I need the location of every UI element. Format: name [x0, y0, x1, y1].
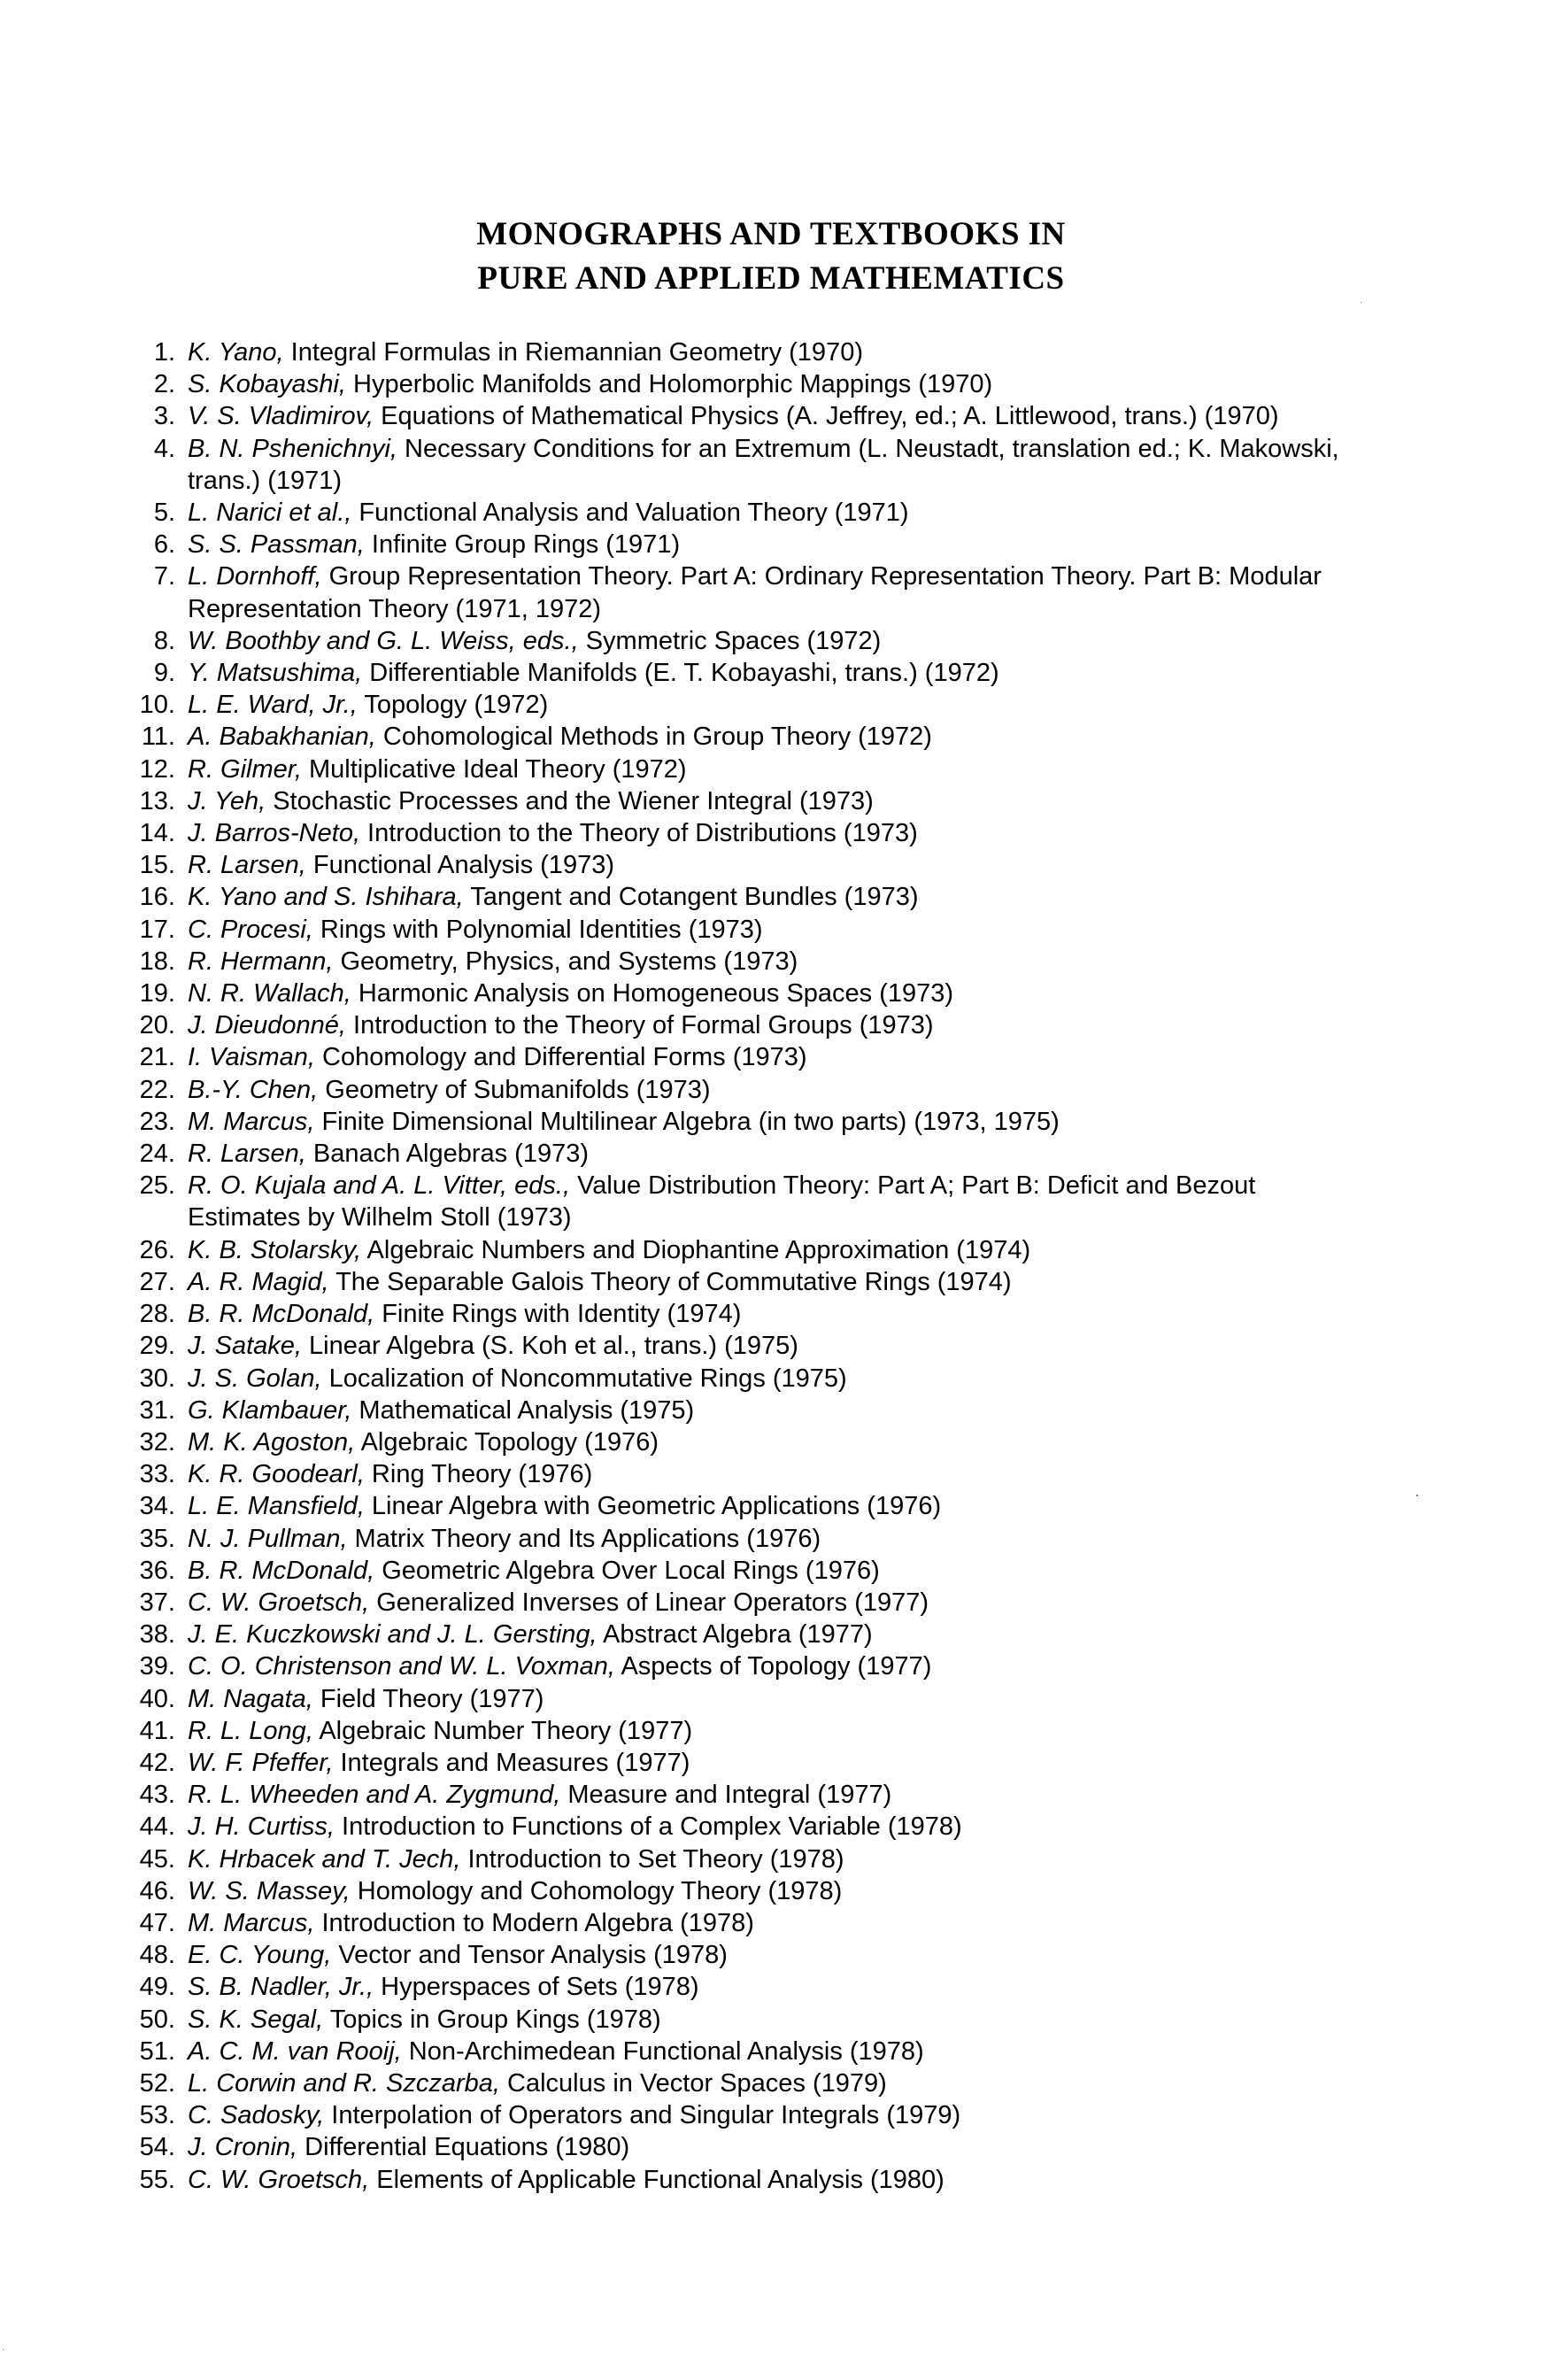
entry-number: 25. [139, 1171, 175, 1201]
entry-title: Introduction to the Theory of Formal Groups (1973) [345, 1011, 934, 1040]
entry-title: Equations of Mathematical Physics (A. Jeffrey, ed.; A. Littlewood, trans.) (1970) [374, 402, 1279, 431]
entry-author: L. E. Mansfield, [188, 1492, 365, 1521]
entry-number: 15. [139, 851, 175, 880]
entry-title: Differentiable Manifolds (E. T. Kobayashi, trans.) (1972) [362, 659, 999, 688]
entry-number: 17. [139, 915, 175, 944]
entry-author: N. R. Wallach, [188, 979, 351, 1008]
entry-author: C. O. Christenson and W. L. Voxman, [188, 1652, 615, 1681]
list-item [124, 433, 1363, 497]
entry-title: Generalized Inverses of Linear Operators (1977) [369, 1588, 929, 1617]
entry-author: L. Narici et al., [188, 498, 352, 528]
list-item [124, 497, 1363, 529]
entry-author: C. Sadosky, [188, 2101, 325, 2130]
heading-line-2: PURE AND APPLIED MATHEMATICS [477, 260, 1065, 297]
list-item [124, 1650, 1363, 1682]
entry-author: Y. Matsushima, [188, 659, 363, 688]
entry-number: 10. [139, 691, 175, 720]
entry-author: R. O. Kujala and A. L. Vitter, eds., [188, 1171, 571, 1201]
entry-title: Topology (1972) [357, 691, 549, 720]
entry-number: 39. [139, 1652, 175, 1681]
entry-number: 16. [139, 883, 175, 912]
entry-author: R. Larsen, [188, 1140, 306, 1169]
entry-number: 12. [139, 754, 175, 784]
entry-title: Vector and Tensor Analysis (1978) [331, 1941, 728, 1970]
entry-number: 41. [139, 1716, 175, 1745]
entry-title: Banach Algebras (1973) [305, 1140, 590, 1169]
entry-title: Functional Analysis (1973) [305, 851, 614, 880]
entry-title: Mathematical Analysis (1975) [351, 1395, 695, 1425]
entry-number: 43. [139, 1781, 175, 1810]
list-item [124, 2004, 1363, 2036]
entry-number: 5. [153, 498, 175, 528]
entry-author: L. Corwin and R. Szczarba, [188, 2068, 500, 2098]
entry-number: 18. [139, 947, 175, 976]
entry-title: Stochastic Processes and the Wiener Integral (1973) [266, 786, 874, 815]
entry-number: 45. [139, 1844, 175, 1874]
monograph-list [124, 336, 1363, 2196]
list-item [124, 1843, 1363, 1875]
entry-title: Algebraic Numbers and Diophantine Approximation (1974) [361, 1235, 1031, 1264]
entry-number: 52. [139, 2068, 175, 2098]
entry-number: 37. [139, 1588, 175, 1617]
list-item [124, 1587, 1363, 1619]
list-item [124, 1074, 1363, 1106]
list-item [124, 1555, 1363, 1587]
entry-author: J. Dieudonné, [188, 1011, 346, 1040]
entry-title: Cohomology and Differential Forms (1973) [314, 1043, 807, 1072]
entry-number: 22. [139, 1075, 175, 1104]
heading-line-1: MONOGRAPHS AND TEXTBOOKS IN [476, 216, 1066, 252]
scan-speck: · [1360, 298, 1363, 307]
entry-title: Introduction to the Theory of Distributions (1973) [360, 819, 918, 848]
list-item [124, 529, 1363, 560]
list-item [124, 1266, 1363, 1298]
list-item [124, 753, 1363, 785]
list-item [124, 946, 1363, 978]
entry-author: J. Yeh, [188, 786, 266, 815]
entry-title: Functional Analysis and Valuation Theory (1971) [351, 498, 909, 528]
entry-number: 30. [139, 1364, 175, 1393]
list-item [124, 1875, 1363, 1907]
entry-title: Abstract Algebra (1977) [597, 1620, 873, 1650]
list-item [124, 1138, 1363, 1170]
list-item [124, 1490, 1363, 1522]
entry-author: J. Barros-Neto, [188, 819, 360, 848]
list-item [124, 2164, 1363, 2196]
entry-number: 20. [139, 1011, 175, 1040]
list-item [124, 849, 1363, 881]
entry-title: Introduction to Modern Algebra (1978) [314, 1908, 754, 1937]
entry-number: 13. [139, 786, 175, 815]
list-item [124, 1170, 1363, 1233]
entry-title: Symmetric Spaces (1972) [578, 626, 882, 655]
entry-title: Algebraic Topology (1976) [355, 1427, 659, 1457]
entry-author: W. F. Pfeffer, [188, 1748, 334, 1777]
entry-author: G. Klambauer, [188, 1395, 352, 1425]
entry-author: K. Hrbacek and T. Jech, [188, 1844, 461, 1874]
entry-number: 53. [139, 2101, 175, 2130]
entry-title: Infinite Group Rings (1971) [364, 530, 681, 560]
entry-author: B. R. McDonald, [188, 1300, 375, 1329]
entry-title: Geometry, Physics, and Systems (1973) [333, 947, 798, 976]
entry-author: J. E. Kuczkowski and J. L. Gersting, [188, 1620, 598, 1650]
entry-author: C. W. Groetsch, [188, 2165, 370, 2194]
entry-number: 48. [139, 1941, 175, 1970]
list-item [124, 2036, 1363, 2067]
entry-number: 11. [141, 722, 175, 752]
entry-author: R. Gilmer, [188, 754, 302, 784]
entry-title: Hyperspaces of Sets (1978) [374, 1973, 699, 2002]
list-item [124, 1939, 1363, 1971]
entry-title: Measure and Integral (1977) [560, 1781, 892, 1810]
list-item [124, 1619, 1363, 1650]
entry-number: 55. [139, 2165, 175, 2194]
entry-author: A. R. Magid, [188, 1267, 329, 1296]
entry-title: Value Distribution Theory: Part A; Part B: Deficit and Bezout Estimates by Wilhelm Stoll (1973) [188, 1171, 1256, 1232]
entry-title: Cohomological Methods in Group Theory (1972) [375, 722, 932, 752]
entry-title: Elements of Applicable Functional Analysis (1980) [369, 2165, 944, 2194]
entry-author: M. Nagata, [188, 1684, 313, 1713]
entry-author: W. Boothby and G. L. Weiss, eds., [188, 626, 579, 655]
entry-title: Ring Theory (1976) [364, 1460, 593, 1489]
entry-title: Harmonic Analysis on Homogeneous Spaces (1973) [351, 979, 954, 1008]
list-item [124, 689, 1363, 721]
entry-title: Hyperbolic Manifolds and Holomorphic Mappings (1970) [345, 370, 993, 399]
entry-number: 29. [139, 1332, 175, 1361]
list-item [124, 2099, 1363, 2131]
entry-author: E. C. Young, [188, 1941, 332, 1970]
entry-title: Topics in Group Kings (1978) [323, 2005, 661, 2034]
entry-title: Finite Dimensional Multilinear Algebra (in two parts) (1973, 1975) [314, 1107, 1060, 1136]
entry-number: 9. [153, 659, 175, 688]
list-item [124, 817, 1363, 849]
list-item [124, 2131, 1363, 2163]
list-item [124, 625, 1363, 657]
list-item [124, 1330, 1363, 1362]
entry-author: K. B. Stolarsky, [188, 1235, 362, 1264]
list-item [124, 1106, 1363, 1138]
entry-number: 19. [139, 979, 175, 1008]
entry-title: Localization of Noncommutative Rings (1975) [321, 1364, 847, 1393]
list-item [124, 1811, 1363, 1843]
entry-author: K. Yano, [188, 338, 284, 367]
entry-number: 2. [153, 370, 175, 399]
entry-title: Geometry of Submanifolds (1973) [318, 1075, 711, 1104]
entry-number: 40. [139, 1684, 175, 1713]
entry-title: Field Theory (1977) [312, 1684, 544, 1713]
entry-number: 31. [139, 1395, 175, 1425]
list-item [124, 914, 1363, 946]
entry-author: R. Larsen, [188, 851, 306, 880]
entry-number: 24. [139, 1140, 175, 1169]
scan-speck: · [2, 2345, 5, 2354]
entry-author: M. Marcus, [188, 1908, 315, 1937]
entry-number: 47. [139, 1908, 175, 1937]
entry-author: J. Satake, [188, 1332, 302, 1361]
list-item [124, 721, 1363, 753]
entry-number: 50. [139, 2005, 175, 2034]
entry-author: S. Kobayashi, [188, 370, 346, 399]
entry-title: Algebraic Number Theory (1977) [312, 1716, 693, 1745]
entry-number: 23. [139, 1107, 175, 1136]
list-item [124, 1298, 1363, 1330]
entry-author: R. L. Long, [188, 1716, 313, 1745]
entry-number: 4. [153, 434, 175, 463]
list-item [124, 1779, 1363, 1811]
list-item [124, 1971, 1363, 2003]
entry-title: Tangent and Cotangent Bundles (1973) [463, 883, 919, 912]
entry-number: 49. [139, 1973, 175, 2002]
entry-number: 34. [139, 1492, 175, 1521]
entry-number: 33. [139, 1460, 175, 1489]
entry-number: 35. [139, 1524, 175, 1553]
entry-number: 26. [139, 1235, 175, 1264]
entry-number: 28. [139, 1300, 175, 1329]
entry-author: S. B. Nadler, Jr., [188, 1973, 374, 2002]
entry-author: R. Hermann, [188, 947, 334, 976]
list-item [124, 560, 1363, 624]
entry-title: Aspects of Topology (1977) [615, 1652, 932, 1681]
entry-author: C. Procesi, [188, 915, 313, 944]
entry-number: 1. [153, 338, 175, 367]
list-item [124, 657, 1363, 689]
list-item [124, 368, 1363, 400]
entry-title: Calculus in Vector Spaces (1979) [499, 2068, 887, 2098]
list-item [124, 1009, 1363, 1041]
entry-title: Introduction to Functions of a Complex Variable (1978) [334, 1812, 962, 1842]
entry-title: Linear Algebra with Geometric Applications (1976) [364, 1492, 942, 1521]
entry-author: J. Cronin, [188, 2133, 298, 2162]
list-item [124, 978, 1363, 1009]
list-item [124, 1234, 1363, 1266]
list-item [124, 1041, 1363, 1073]
entry-number: 38. [139, 1620, 175, 1650]
entry-number: 42. [139, 1748, 175, 1777]
list-item [124, 1907, 1363, 1939]
entry-author: A. C. M. van Rooij, [188, 2036, 402, 2066]
entry-author: A. Babakhanian, [188, 722, 376, 752]
entry-author: K. Yano and S. Ishihara, [188, 883, 464, 912]
entry-title: Multiplicative Ideal Theory (1972) [301, 754, 687, 784]
entry-title: Interpolation of Operators and Singular Integrals (1979) [324, 2101, 961, 2130]
entry-author: V. S. Vladimirov, [188, 402, 374, 431]
entry-number: 36. [139, 1556, 175, 1585]
list-item [124, 1395, 1363, 1426]
entry-author: L. Dornhoff, [188, 562, 322, 591]
entry-title: Finite Rings with Identity (1974) [374, 1300, 742, 1329]
entry-author: C. W. Groetsch, [188, 1588, 370, 1617]
scan-speck: · [1415, 1486, 1420, 1503]
list-item [124, 1523, 1363, 1555]
entry-title: Group Representation Theory. Part A: Ordinary Representation Theory. Part B: Modular Representation Theory (1971, 1972) [188, 562, 1322, 623]
entry-author: B.-Y. Chen, [188, 1075, 319, 1104]
entry-author: B. R. McDonald, [188, 1556, 375, 1585]
entry-author: J. S. Golan, [188, 1364, 322, 1393]
entry-author: M. K. Agoston, [188, 1427, 356, 1457]
entry-title: The Separable Galois Theory of Commutative Rings (1974) [328, 1267, 1012, 1296]
entry-number: 6. [153, 530, 175, 560]
list-item [124, 1683, 1363, 1715]
entry-number: 3. [153, 402, 175, 431]
list-item [124, 1426, 1363, 1458]
entry-author: I. Vaisman, [188, 1043, 315, 1072]
entry-title: Differential Equations (1980) [297, 2133, 630, 2162]
entry-number: 51. [139, 2036, 175, 2066]
entry-author: K. R. Goodearl, [188, 1460, 365, 1489]
entry-author: M. Marcus, [188, 1107, 315, 1136]
entry-title: Integrals and Measures (1977) [333, 1748, 690, 1777]
entry-title: Linear Algebra (S. Koh et al., trans.) (1975) [301, 1332, 798, 1361]
entry-number: 21. [139, 1043, 175, 1072]
entry-author: W. S. Massey, [188, 1876, 351, 1905]
entry-title: Rings with Polynomial Identities (1973) [312, 915, 763, 944]
entry-author: L. E. Ward, Jr., [188, 691, 358, 720]
entry-title: Introduction to Set Theory (1978) [460, 1844, 844, 1874]
list-item [124, 785, 1363, 817]
list-item [124, 1747, 1363, 1779]
entry-title: Geometric Algebra Over Local Rings (1976) [374, 1556, 880, 1585]
list-item [124, 881, 1363, 913]
list-item [124, 1458, 1363, 1490]
list-item [124, 400, 1363, 432]
entry-title: Homology and Cohomology Theory (1978) [350, 1876, 843, 1905]
page-heading [0, 212, 1542, 301]
entry-title: Non-Archimedean Functional Analysis (1978) [401, 2036, 924, 2066]
list-item [124, 2067, 1363, 2099]
entry-title: Necessary Conditions for an Extremum (L. Neustadt, translation ed.; K. Makowski, trans.) (1971) [188, 434, 1339, 495]
list-item [124, 1363, 1363, 1395]
entry-number: 27. [139, 1267, 175, 1296]
entry-title: Integral Formulas in Riemannian Geometry (1970) [283, 338, 863, 367]
entry-author: R. L. Wheeden and A. Zygmund, [188, 1781, 561, 1810]
entry-author: S. K. Segal, [188, 2005, 324, 2034]
entry-number: 8. [153, 626, 175, 655]
entry-title: Matrix Theory and Its Applications (1976) [347, 1524, 821, 1553]
list-item [124, 1715, 1363, 1747]
entry-number: 44. [139, 1812, 175, 1842]
entry-number: 7. [153, 562, 175, 591]
entry-number: 14. [139, 819, 175, 848]
list-item [124, 336, 1363, 368]
entry-author: N. J. Pullman, [188, 1524, 348, 1553]
entry-number: 32. [139, 1427, 175, 1457]
entry-author: S. S. Passman, [188, 530, 365, 560]
entry-author: J. H. Curtiss, [188, 1812, 335, 1842]
entry-author: B. N. Pshenichnyi, [188, 434, 397, 463]
entry-number: 54. [139, 2133, 175, 2162]
entry-number: 46. [139, 1876, 175, 1905]
